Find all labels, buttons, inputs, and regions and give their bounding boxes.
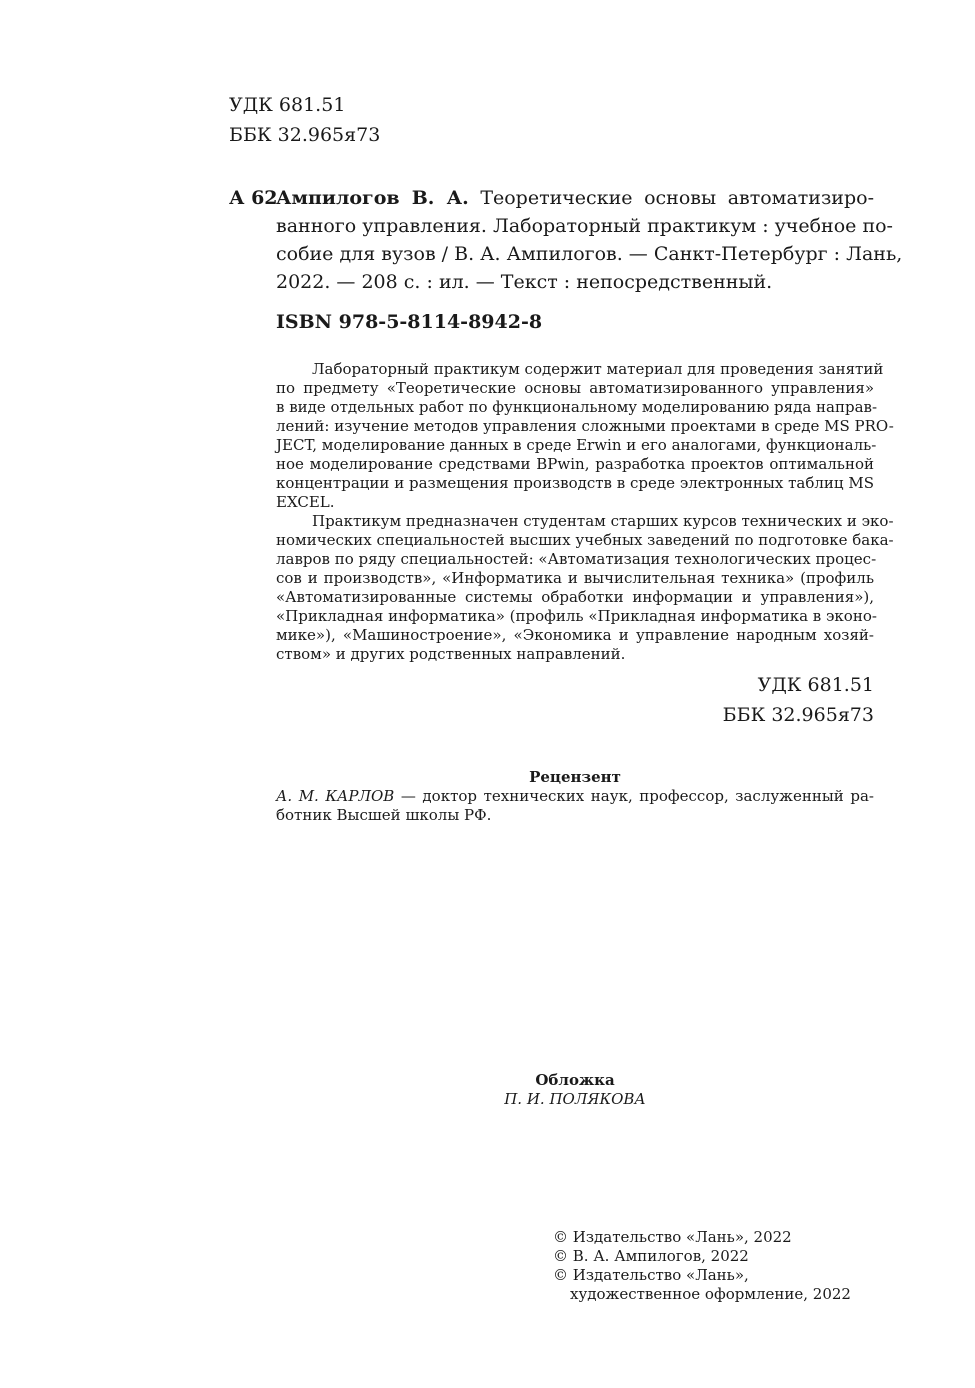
reviewer-desc: — доктор технических наук, профессор, заслуженный ра- <box>394 787 874 805</box>
annotation-line: Практикум предназначен студентам старших курсов технических и эко- <box>312 512 894 530</box>
author-code: А 62 <box>229 187 278 209</box>
copyright-line: © Издательство «Лань», <box>553 1266 749 1284</box>
annotation-line: ное моделирование средствами BPwin, разработка проектов оптимальной <box>276 455 874 473</box>
copyright-line: © В. А. Ампилогов, 2022 <box>553 1247 749 1265</box>
udk-bbk-right <box>723 670 874 730</box>
reviewer-block <box>276 768 874 825</box>
udk-code: УДК 681.51 <box>229 94 346 116</box>
annotation-line: в виде отдельных работ по функциональному моделированию ряда направ- <box>276 398 878 416</box>
annotation-line: лавров по ряду специальностей: «Автоматизация технологических процес- <box>276 550 877 568</box>
reviewer-line-1 <box>276 787 874 806</box>
annotation-line: Лабораторный практикум содержит материал для проведения занятий <box>312 360 884 378</box>
copyright-line: художественное оформление, 2022 <box>570 1285 851 1303</box>
annotation-line: «Прикладная информатика» (профиль «Прикладная информатика в эконо- <box>276 607 877 625</box>
bbk-code: ББК 32.965я73 <box>229 124 381 146</box>
biblio-line-3: собие для вузов / В. А. Ампилогов. — Санкт-Петербург : Лань, <box>276 243 903 265</box>
bbk-code: ББК 32.965я73 <box>722 704 874 726</box>
udk-bbk-header <box>229 90 380 150</box>
annotation-line: EXCEL. <box>276 493 335 511</box>
reviewer-name: А. М. КАРЛОВ <box>276 787 395 805</box>
cover-credit <box>276 1071 874 1109</box>
biblio-author: Ампилогов В. А. <box>276 187 469 209</box>
copyright-block <box>553 1228 851 1304</box>
cover-designer-name: П. И. ПОЛЯКОВА <box>504 1090 646 1108</box>
annotation-line: «Автоматизированные системы обработки информации и управления»), <box>276 588 874 606</box>
annotation-line: номических специальностей высших учебных заведений по подготовке бака- <box>276 531 894 549</box>
annotation <box>276 360 894 664</box>
reviewer-line-2: ботник Высшей школы РФ. <box>276 806 492 824</box>
udk-code: УДК 681.51 <box>757 674 874 696</box>
cover-title: Обложка <box>535 1071 615 1089</box>
biblio-line-1 <box>276 184 874 212</box>
biblio-line-4: 2022. — 208 с. : ил. — Текст : непосредственный. <box>276 271 773 293</box>
reviewer-title: Рецензент <box>529 768 621 786</box>
copyright-line: © Издательство «Лань», 2022 <box>553 1228 792 1246</box>
isbn: ISBN 978-5-8114-8942-8 <box>276 311 543 333</box>
bibliographic-record <box>276 184 903 296</box>
annotation-line: мике»), «Машиностроение», «Экономика и управление народным хозяй- <box>276 626 874 644</box>
annotation-line: концентрации и размещения производств в среде электронных таблиц MS <box>276 474 874 492</box>
annotation-line: лений: изучение методов управления сложными проектами в среде MS PRO- <box>276 417 894 435</box>
annotation-line: JECT, моделирование данных в среде Erwin и его аналогами, функциональ- <box>276 436 877 454</box>
annotation-line: сов и производств», «Информатика и вычислительная техника» (профиль <box>276 569 874 587</box>
biblio-line-2: ванного управления. Лабораторный практикум : учебное по- <box>276 215 893 237</box>
biblio-title-start: Теоретические основы автоматизиро- <box>480 187 874 209</box>
annotation-line: ством» и других родственных направлений. <box>276 645 626 663</box>
annotation-line: по предмету «Теоретические основы автоматизированного управления» <box>276 379 874 397</box>
